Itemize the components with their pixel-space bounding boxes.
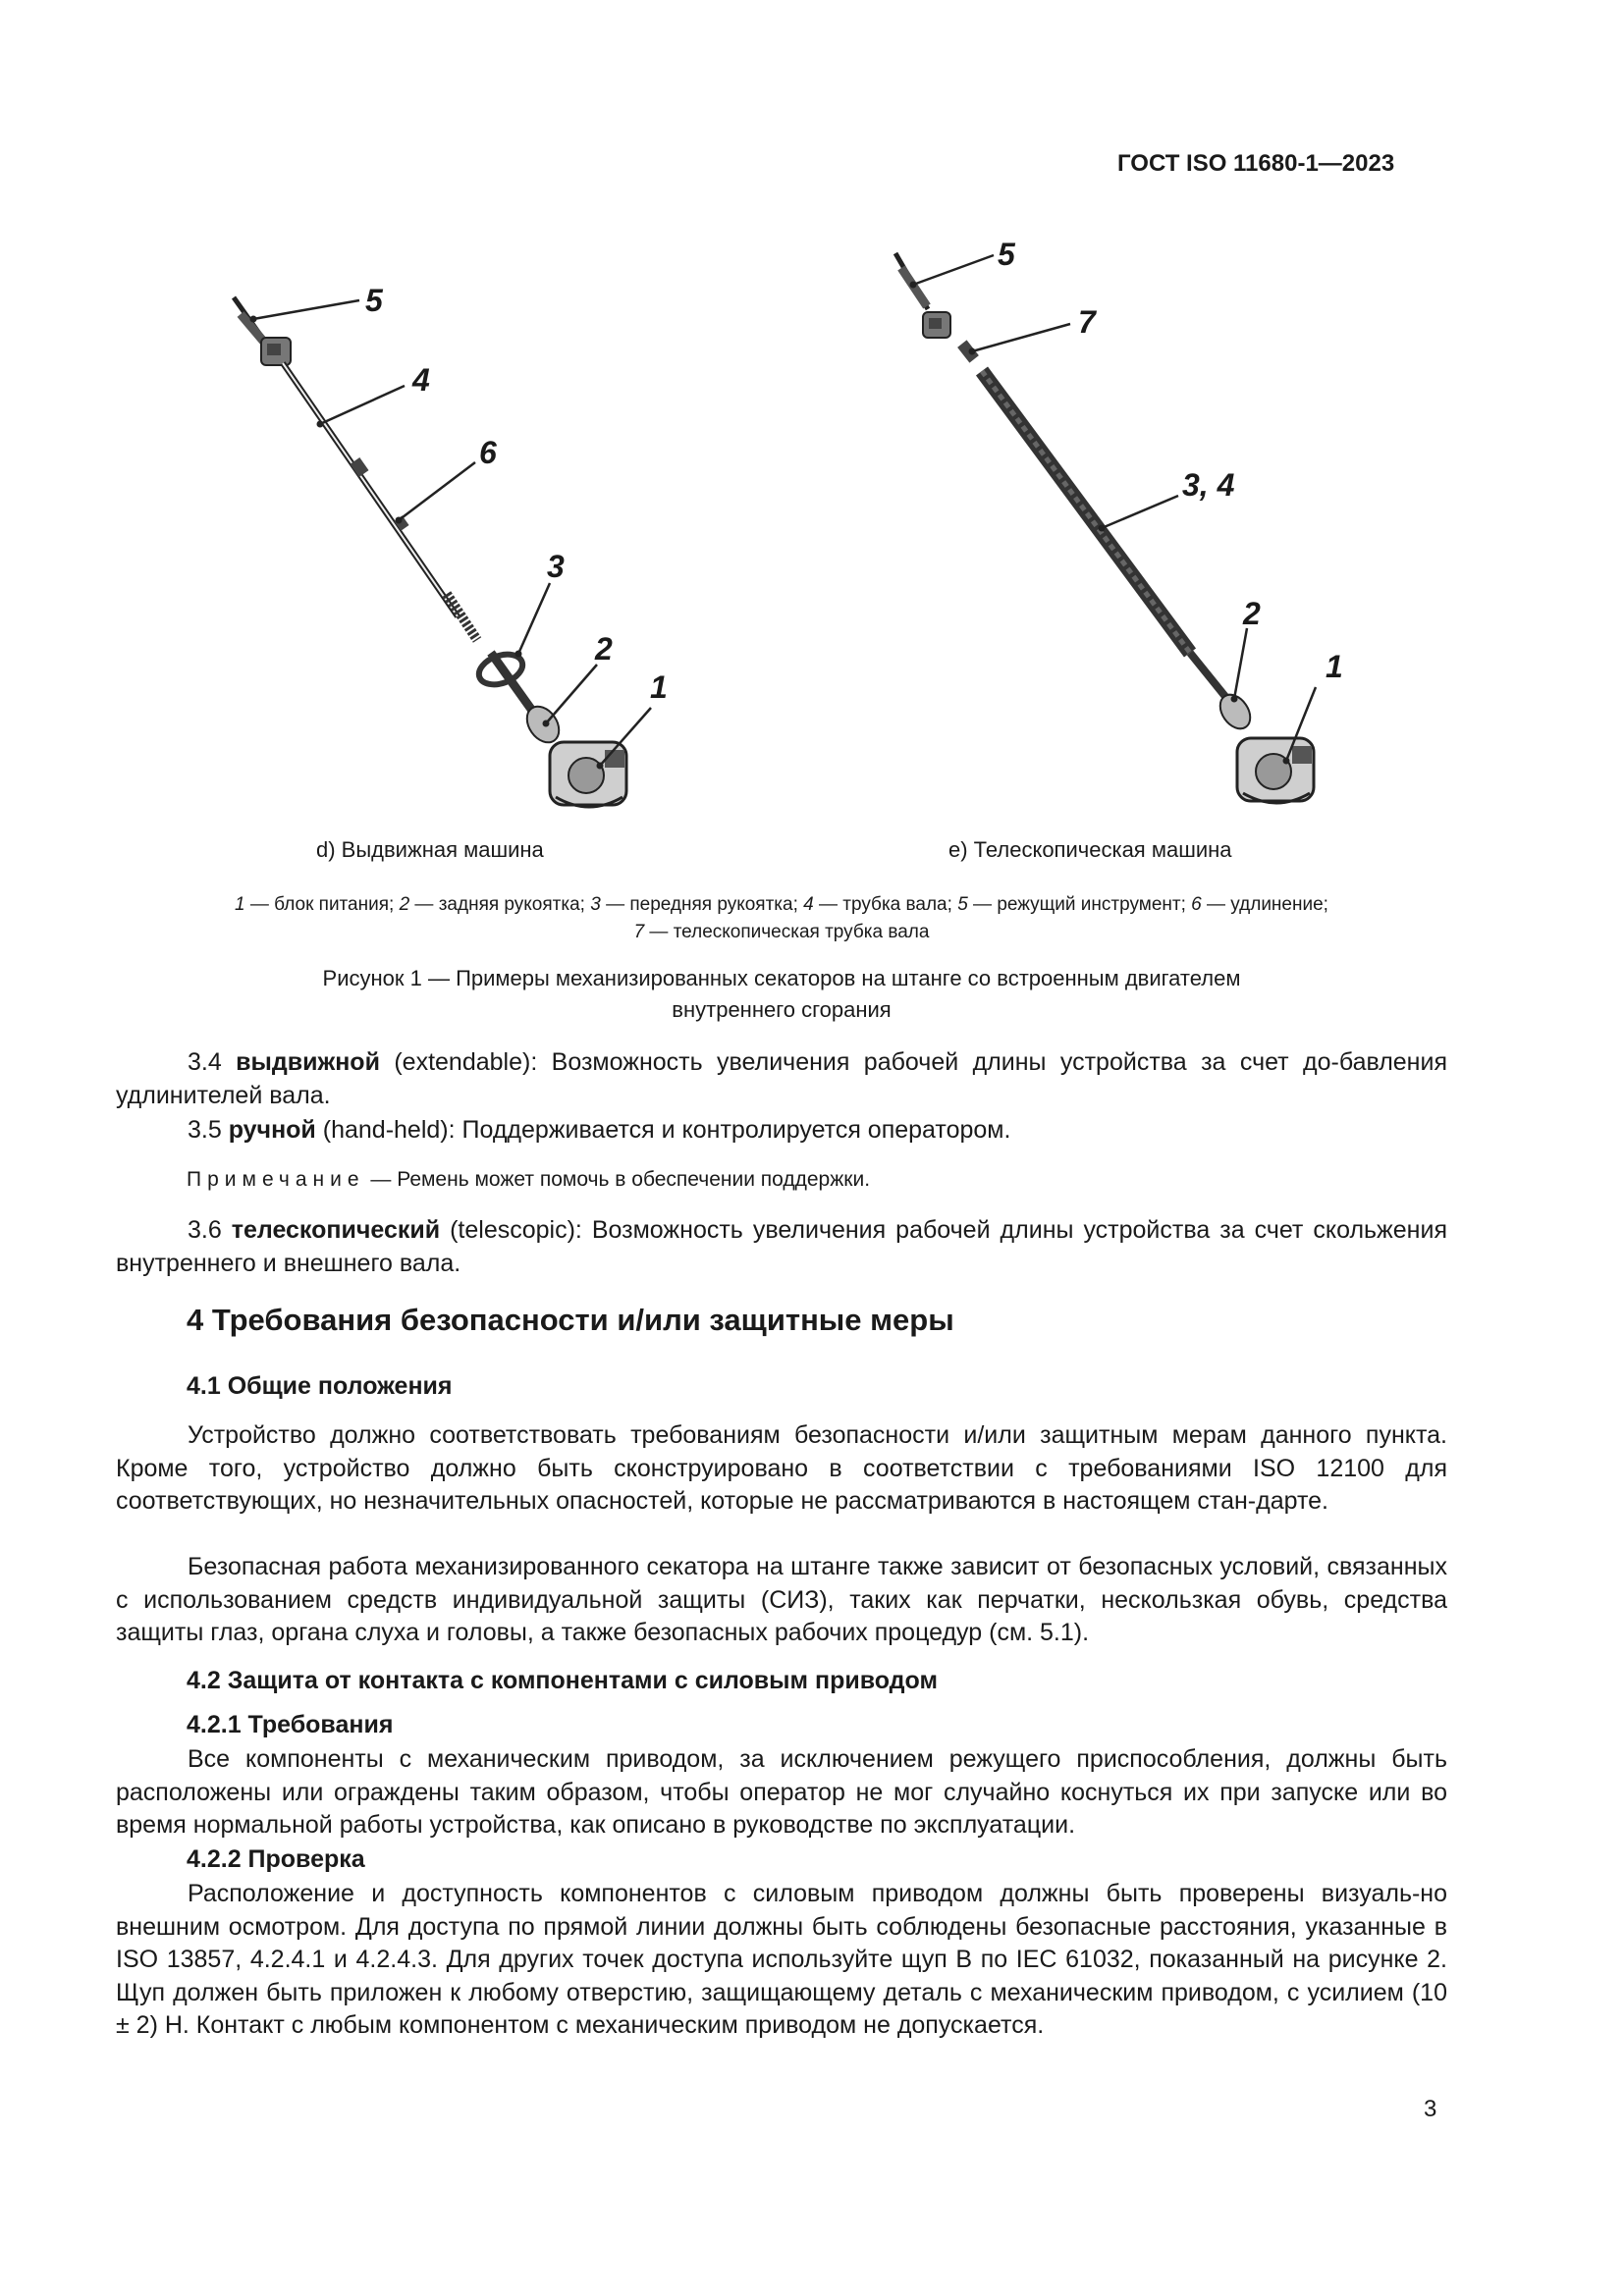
document-id: ГОСТ ISO 11680-1—2023 [1117, 150, 1395, 177]
figure-extendable-machine [196, 265, 746, 825]
figure-legend: 1 — блок питания; 2 — задняя рукоятка; 3 — передняя рукоятка; 4 — трубка вала; 5 — режущий инструмент; 6 — удлинение; 7 — телескопическая трубка вала [235, 894, 1328, 942]
callout-2: 2 [1243, 596, 1261, 631]
section-4-1-paragraph-1: Устройство должно соответствовать требованиям безопасности и/или защитным мерам данного пункта. Кроме того, устройство должно быть сконструировано в соответствии с требованиями ISO 12100 для соответствующих, но незначительных опасностей, которые не рассматриваются в настоящем стан-дарте. [116, 1421, 1447, 1515]
callout-3: 3 [547, 549, 565, 584]
note: Примечание — Ремень может помочь в обеспечении поддержки. [187, 1168, 871, 1191]
section-4-2-2-paragraph: Расположение и доступность компонентов с силовым приводом должны быть проверены визуаль-но внешним осмотром. Для доступа по прямой линии должны быть соблюдены безопасные расстояния, указанные в ISO 13857, 4.2.4.1 и 4.2.4.3. Для других точек доступа используйте щуп В по IEC 61032, показанный на рисунке 2. Щуп должен быть приложен к любому отверстию, защищающему деталь с механическим приводом, с усилием (10 ± 2) Н. Контакт с любым компонентом с механическим приводом не допускается. [116, 1880, 1447, 2039]
section-4-2-1-heading: 4.2.1 Требования [187, 1711, 394, 1738]
definition-3-6: 3.6 телескопический (telescopic): Возможность увеличения рабочей длины устройства за счет скольжения внутреннего и внешнего вала. [116, 1216, 1447, 1277]
callout-3-4: 3, 4 [1182, 467, 1235, 503]
figure-caption: Рисунок 1 — Примеры механизированных секаторов на штанге со встроенным двигателем внутреннего сгорания [322, 966, 1241, 1022]
definition-3-5: 3.5 ручной (hand-held): Поддерживается и контролируется оператором. [188, 1116, 1011, 1144]
figure-telescopic-machine [864, 226, 1375, 834]
engine-block-icon [550, 742, 626, 807]
section-4-1-paragraph-2: Безопасная работа механизированного секатора на штанге также зависит от безопасных условий, связанных с использованием средств индивидуальной защиты (СИЗ), таких как перчатки, нескользкая обувь, средства защиты глаз, органа слуха и головы, а также безопасных рабочих процедур (см. 5.1). [116, 1553, 1447, 1646]
section-4-2-1-paragraph: Все компоненты с механическим приводом, за исключением режущего приспособления, должны быть расположены или ограждены таким образом, чтобы оператор не мог случайно коснуться их при запуске или во время нормальной работы устройства, как описано в руководстве по эксплуатации. [116, 1745, 1447, 1839]
callout-1: 1 [1326, 649, 1343, 684]
section-4-2-2-heading: 4.2.2 Проверка [187, 1845, 365, 1873]
page-number: 3 [1424, 2096, 1437, 2122]
section-4-2-heading: 4.2 Защита от контакта с компонентами с силовым приводом [187, 1667, 938, 1694]
definition-3-4: 3.4 выдвижной (extendable): Возможность увеличения рабочей длины устройства за счет до-бавления удлинителей вала. [116, 1048, 1447, 1109]
engine-block-icon [1237, 738, 1314, 803]
subcaption-d: d) Выдвижная машина [316, 837, 544, 862]
callout-6: 6 [479, 435, 497, 470]
subcaption-e: e) Телескопическая машина [948, 837, 1232, 862]
callout-7: 7 [1078, 304, 1096, 340]
section-4-heading: 4 Требования безопасности и/или защитные меры [187, 1303, 954, 1337]
callout-4: 4 [412, 362, 430, 398]
callout-2: 2 [595, 631, 613, 667]
callout-1: 1 [650, 669, 668, 705]
callout-5: 5 [365, 283, 383, 318]
callout-5: 5 [998, 237, 1015, 272]
section-4-1-heading: 4.1 Общие положения [187, 1372, 453, 1400]
